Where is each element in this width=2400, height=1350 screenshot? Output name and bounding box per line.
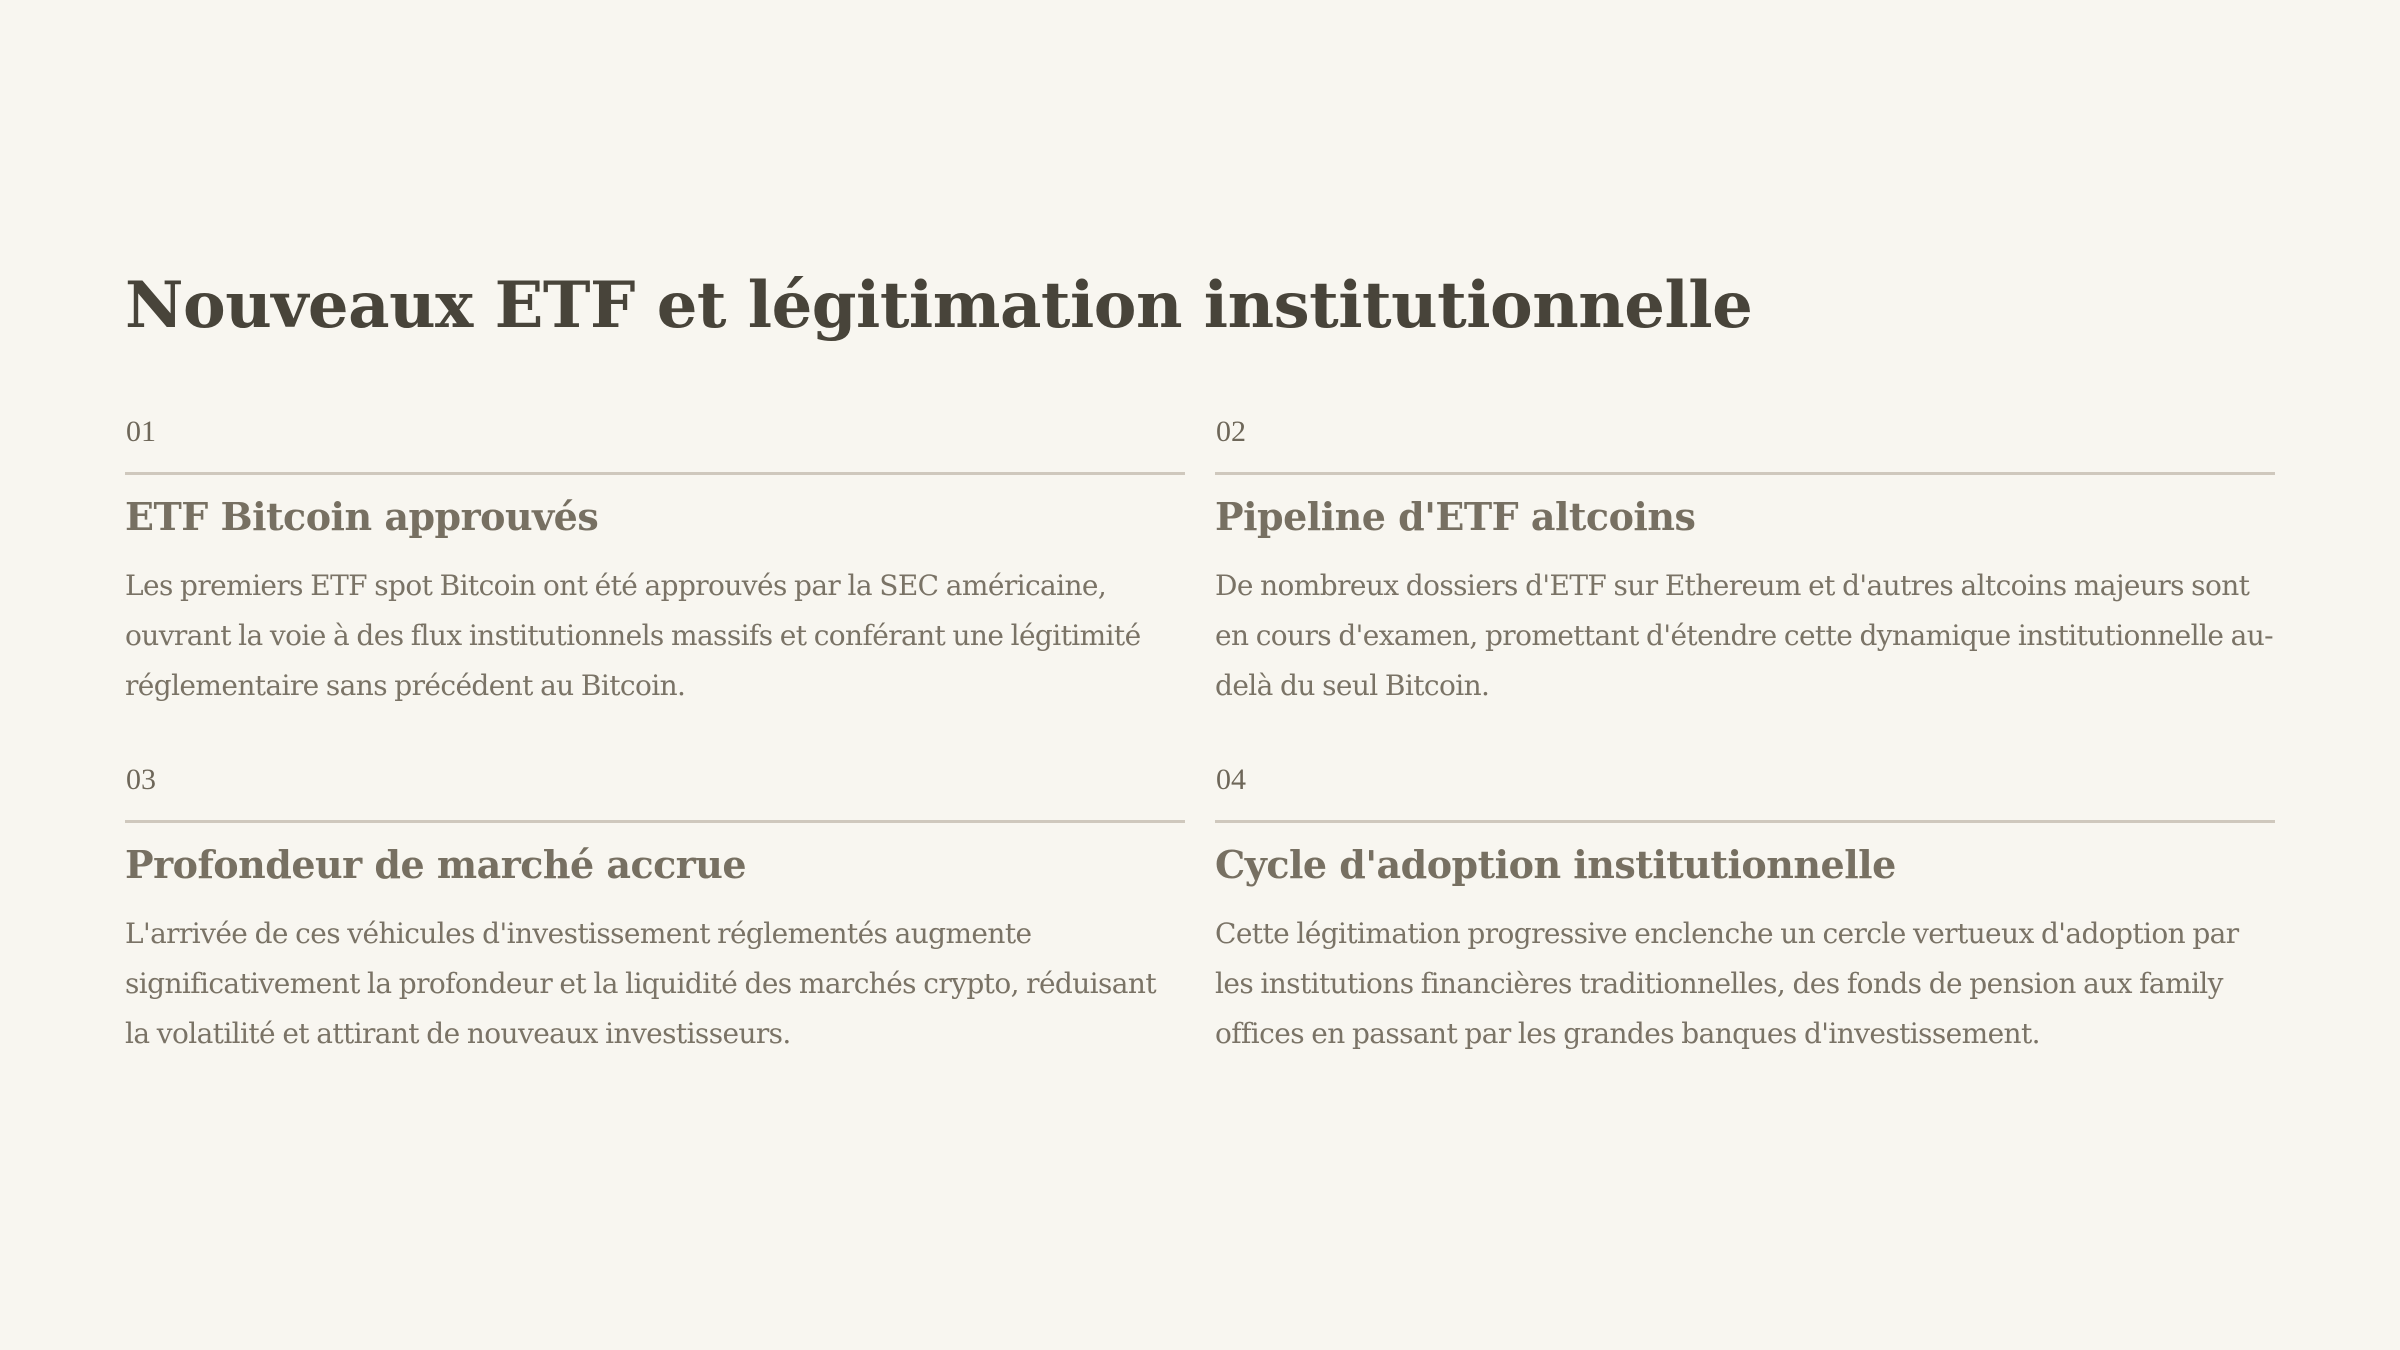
card-body: De nombreux dossiers d'ETF sur Ethereum et d'autres altcoins majeurs sont en cours d'examen, promettant d'étendre cette dynamique institutionnelle au-delà du seul Bitcoin. bbox=[1215, 569, 2274, 702]
card-number: 04 bbox=[1216, 763, 1246, 796]
card-title: Cycle d'adoption institutionnelle bbox=[1215, 842, 1896, 887]
divider bbox=[1215, 472, 2275, 475]
card-title: Pipeline d'ETF altcoins bbox=[1215, 494, 1696, 539]
page-title: Nouveaux ETF et légitimation institutionnelle bbox=[125, 268, 1753, 343]
card-number: 02 bbox=[1216, 415, 1246, 448]
card-number: 03 bbox=[126, 763, 156, 796]
feature-card-2 bbox=[1215, 410, 2275, 711]
card-number: 01 bbox=[126, 415, 156, 448]
divider bbox=[125, 472, 1185, 475]
card-title: ETF Bitcoin approuvés bbox=[125, 494, 599, 539]
card-body: Les premiers ETF spot Bitcoin ont été approuvés par la SEC américaine, ouvrant la voie à des flux institutionnels massifs et conférant une légitimité réglementaire sans précédent au Bitcoin. bbox=[125, 569, 1141, 702]
card-title: Profondeur de marché accrue bbox=[125, 842, 747, 887]
feature-card-4 bbox=[1215, 758, 2275, 1059]
feature-card-3 bbox=[125, 758, 1185, 1059]
card-body: Cette légitimation progressive enclenche un cercle vertueux d'adoption par les institutions financières traditionnelles, des fonds de pension aux family offices en passant par les grandes banques d'investissement. bbox=[1215, 917, 2239, 1050]
card-body: L'arrivée de ces véhicules d'investissement réglementés augmente significativement la profondeur et la liquidité des marchés crypto, réduisant la volatilité et attirant de nouveaux investisseurs. bbox=[125, 917, 1156, 1050]
divider bbox=[125, 820, 1185, 823]
feature-card-1 bbox=[125, 410, 1185, 711]
divider bbox=[1215, 820, 2275, 823]
